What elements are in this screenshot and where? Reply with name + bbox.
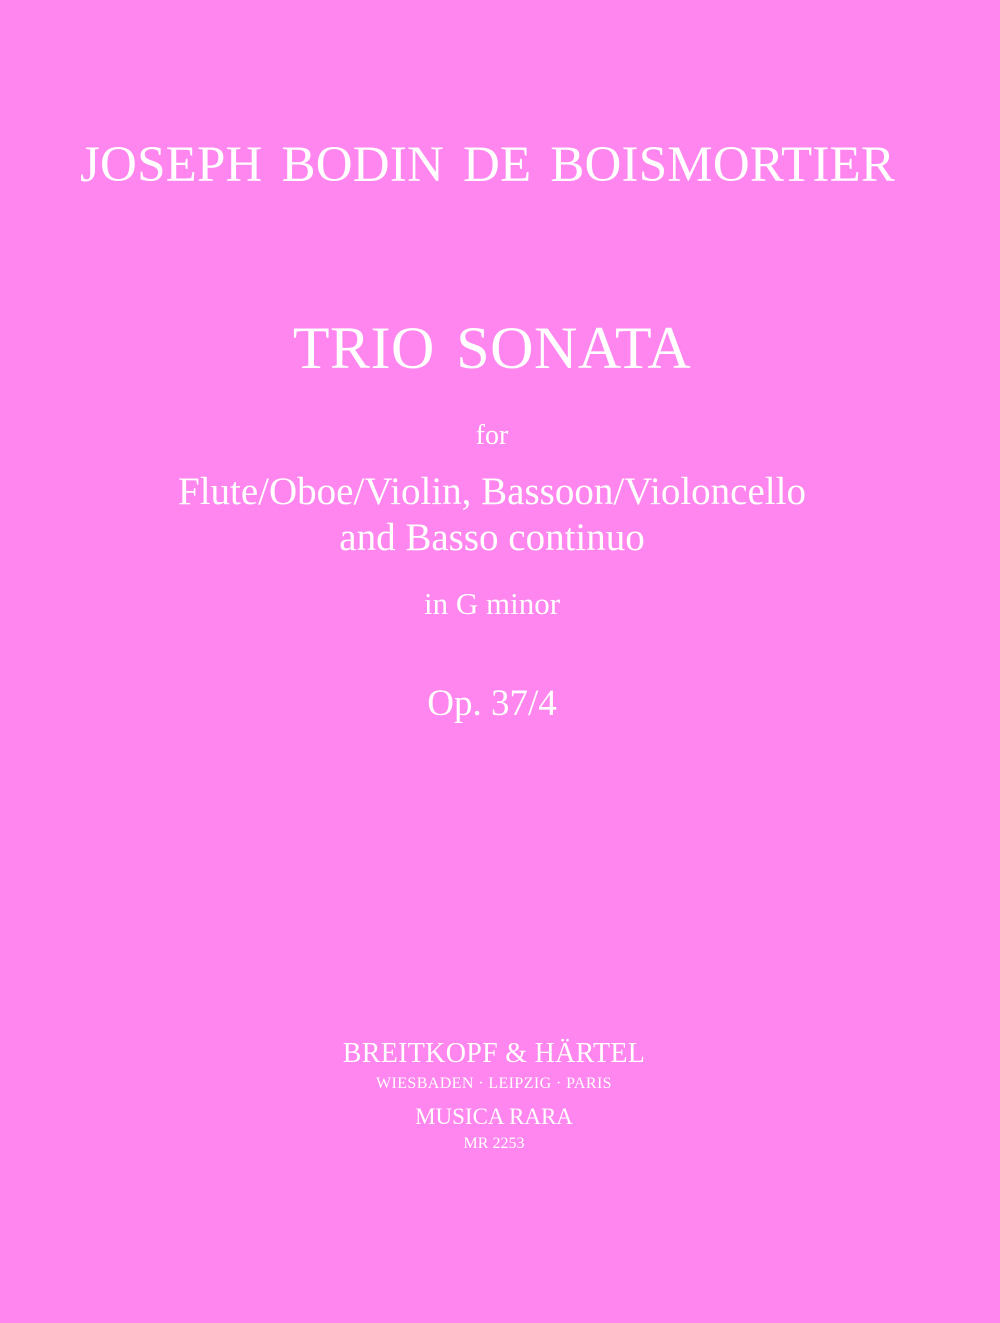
publisher-cities: WIESBADEN · LEIPZIG · PARIS <box>376 1075 612 1092</box>
publisher-name: BREITKOPF & HÄRTEL <box>342 1038 646 1069</box>
instrumentation-line-2: and Basso continuo <box>339 516 645 559</box>
catalog-number: MR 2253 <box>463 1135 525 1152</box>
opus-number: Op. 37/4 <box>427 683 557 724</box>
for-label: for <box>475 420 509 451</box>
instrumentation-line-1: Flute/Oboe/Violin, Bassoon/Violoncello <box>178 470 806 513</box>
composer-name: JOSEPH BODIN DE BOISMORTIER <box>80 137 896 193</box>
publisher-imprint: MUSICA RARA <box>415 1104 573 1129</box>
key-signature-text: in G minor <box>423 586 561 621</box>
work-title: TRIO SONATA <box>292 315 692 381</box>
